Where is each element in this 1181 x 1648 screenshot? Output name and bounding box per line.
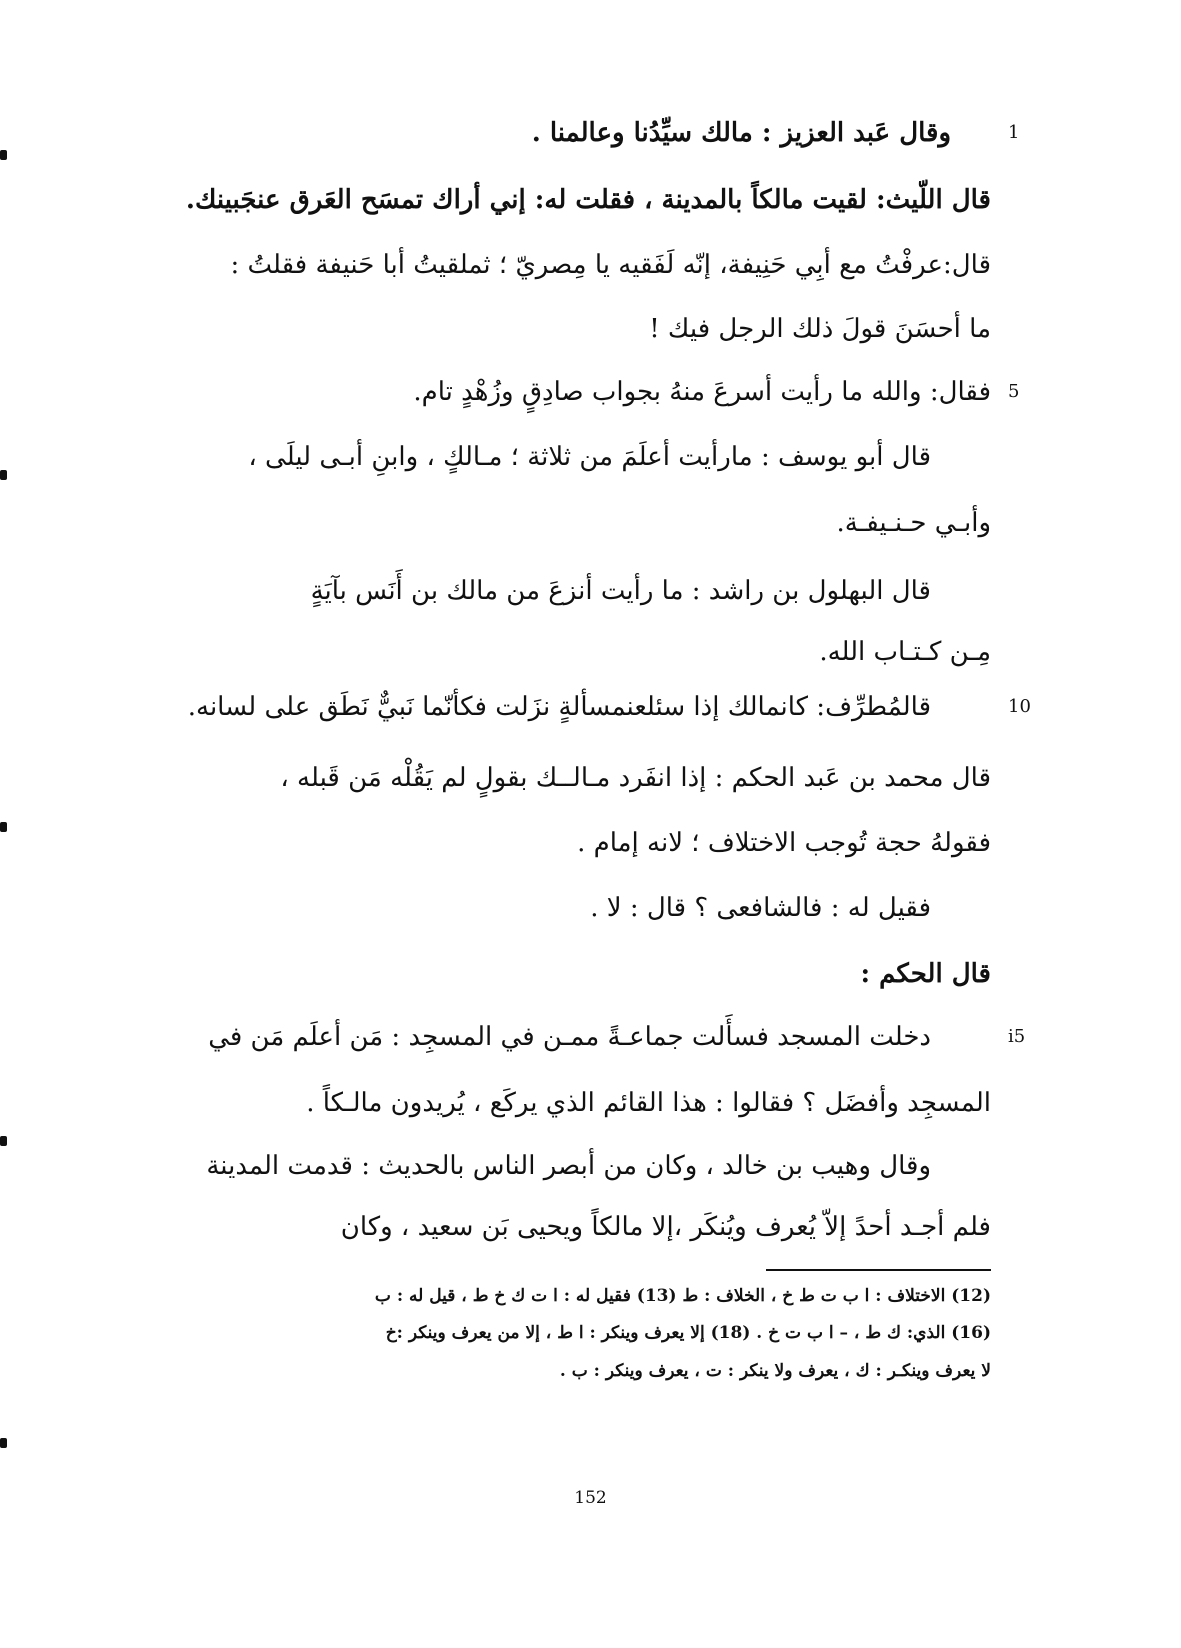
text-line: فلم أجـد أحدً إلاّ يُعرف ويُنكَر ،إلا مالكاً ويحيى بَن سعيد ، وكان xyxy=(340,1212,991,1242)
line-number: i5 xyxy=(1008,1026,1026,1047)
text-line: دخلت المسجد فسأَلت جماعـةً ممـن في المسجِد : مَن أعلَم مَن في xyxy=(208,1022,931,1052)
footnote-line: (12) الاختلاف : ا ب ت ط خ ، الخلاف : ط (13) فقيل له : ا ت ك خ ط ، قيل له : ب xyxy=(374,1286,991,1306)
text-line: فقال: والله ما رأيت أسرعَ منهُ بجواب صادِقٍ وزُهْدٍ تام. xyxy=(413,377,991,407)
text-line: ما أحسَنَ قولَ ذلك الرجل فيك ! xyxy=(649,314,991,344)
margin-mark xyxy=(0,1136,7,1146)
margin-mark xyxy=(0,150,7,160)
text-line: قال:عرفْتُ مع أبِي حَنِيفة، إنّه لَفَقيه يا مِصريّ ؛ ثملقيتُ أبا حَنيفة فقلتُ : xyxy=(230,250,991,280)
text-line: وقال عَبد العزيز : مالك سيِّدُنا وعالمنا . xyxy=(531,118,951,148)
text-line: قال البهلول بن راشد : ما رأيت أنزعَ من مالك بن أَنَس بآيَةٍ xyxy=(310,576,931,606)
line-number: 10 xyxy=(1008,696,1031,717)
text-line: قال اللّيث: لقيت مالكاً بالمدينة ، فقلت له: إني أراك تمسَح العَرق عنجَبينك. xyxy=(185,185,991,215)
text-line: فقيل له : فالشافعى ؟ قال : لا . xyxy=(590,893,931,923)
text-line: قالمُطرِّف: كانمالك إذا سئلعنمسألةٍ نزَلت فكأنّما نَبيٌّ نَطَق على لسانه. xyxy=(187,692,931,722)
margin-mark xyxy=(0,822,7,832)
text-line: قال أبو يوسف : مارأيت أعلَمَ من ثلاثة ؛ مـالكٍ ، وابنِ أبـى ليلَى ، xyxy=(248,442,931,472)
text-line: وأبـي حـنـيفـة. xyxy=(836,508,991,538)
text-line: فقولهُ حجة تُوجب الاختلاف ؛ لانه إمام . xyxy=(577,828,991,858)
text-line: قال الحكم : xyxy=(860,959,991,989)
line-number: 1 xyxy=(1008,122,1020,143)
footnote-rule xyxy=(766,1269,991,1271)
margin-mark xyxy=(0,470,7,480)
text-line: المسجِد وأفضَل ؟ فقالوا : هذا القائم الذي يركَع ، يُريدون مالـكاً . xyxy=(306,1088,991,1118)
footnote-line: (16) الذي: ك ط ، – ا ب ت خ . (18) إلا يعرف وينكر : ا ط ، إلا من يعرف وينكر :خ xyxy=(385,1323,991,1343)
footnote-line: لا يعرف وينكـر : ك ، يعرف ولا ينكر : ت ، يعرف وينكر : ب . xyxy=(559,1361,991,1381)
text-line: وقال وهيب بن خالد ، وكان من أبصر الناس بالحديث : قدمت المدينة xyxy=(206,1151,931,1181)
text-line: قال محمد بن عَبد الحكم : إذا انفَرد مـالــك بقولٍ لم يَقُلْه مَن قَبله ، xyxy=(280,763,991,793)
page-number: 152 xyxy=(574,1488,607,1508)
line-number: 5 xyxy=(1008,381,1020,402)
margin-mark xyxy=(0,1438,7,1448)
text-line: مِـن كـتـاب الله. xyxy=(819,637,991,667)
